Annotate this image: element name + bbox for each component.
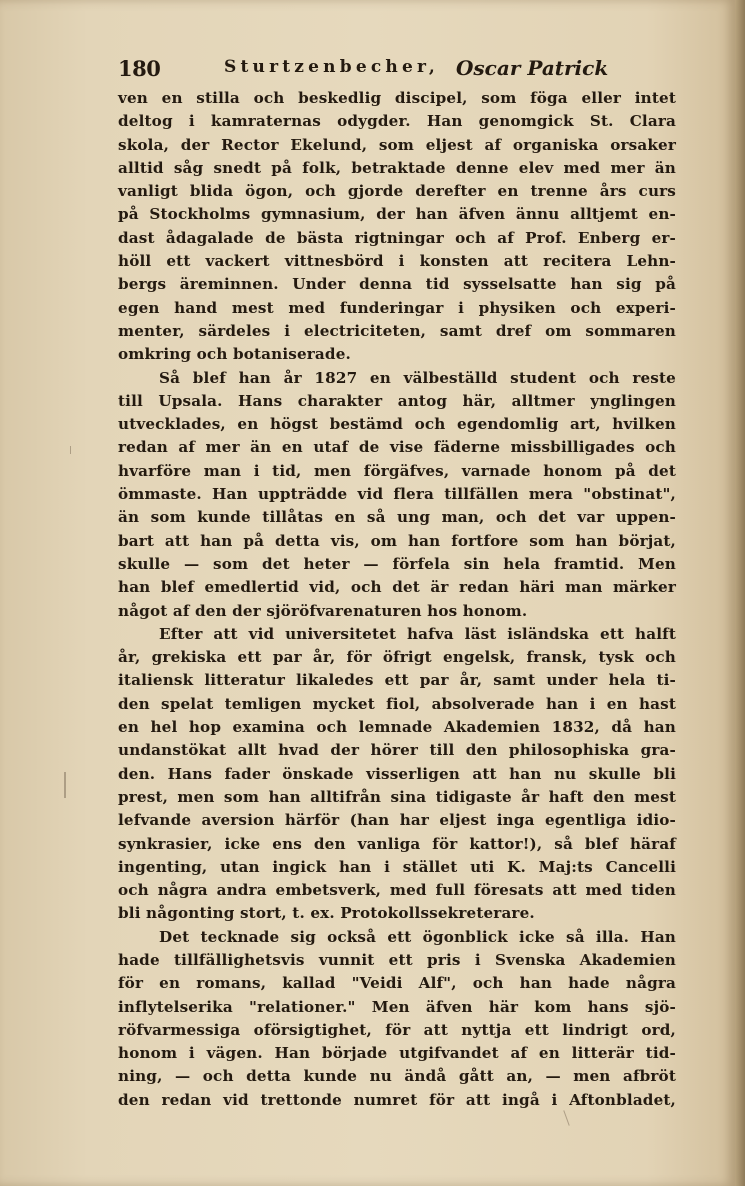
text-line: redan af mer än en utaf de vise fäderne missbilligades och — [118, 438, 676, 457]
pencil-mark — [64, 772, 66, 798]
text-line: bart att han på detta vis, om han fortfore som han börjat, — [118, 531, 676, 550]
text-line: bergs äreminnen. Under denna tid sysselsatte han sig på — [118, 275, 676, 294]
text-line: hade tillfällighetsvis vunnit ett pris i Svenska Akademien — [118, 950, 676, 969]
text-line: utvecklades, en högst bestämd och egendomlig art, hvilken — [118, 415, 676, 434]
pencil-mark — [70, 446, 71, 454]
text-line: italiensk litteratur likaledes ett par år, samt under hela ti- — [118, 671, 676, 690]
text-line: den. Hans fader önskade visserligen att han nu skulle bli — [118, 764, 676, 783]
text-line: skola, der Rector Ekelund, som eljest af organiska orsaker — [118, 135, 676, 154]
running-head-given-names: Oscar Patrick — [456, 56, 609, 80]
text-line: år, grekiska ett par år, för öfrigt engelsk, fransk, tysk och — [118, 648, 676, 667]
text-line: lefvande aversion härför (han har eljest inga egentliga idio- — [118, 811, 676, 830]
text-line: omkring och botaniserade. — [118, 345, 351, 364]
text-line: Det tecknade sig också ett ögonblick icke så illa. Han — [159, 927, 676, 946]
text-line: något af den der sjöröfvarenaturen hos honom. — [118, 601, 528, 620]
text-line: han blef emedlertid vid, och det är redan häri man märker — [118, 578, 676, 597]
text-line: menter, särdeles i electriciteten, samt dref om sommaren — [118, 321, 676, 340]
text-line: undanstökat allt hvad der hörer till den philosophiska gra- — [118, 741, 676, 760]
text-line: Så blef han år 1827 en välbeställd student och reste — [159, 368, 676, 387]
text-line: röfvarmessiga oförsigtighet, för att nyttja ett lindrigt ord, — [118, 1020, 676, 1039]
text-line: den spelat temligen mycket fiol, absolverade han i en hast — [118, 694, 676, 713]
page-number: 180 — [118, 56, 161, 81]
text-line: bli någonting stort, t. ex. Protokollssekreterare. — [118, 904, 535, 923]
text-line: Efter att vid universitetet hafva läst isländska ett halft — [159, 624, 676, 643]
text-line: en hel hop examina och lemnade Akademien 1832, då han — [118, 718, 676, 737]
body-text — [118, 87, 676, 1112]
page-header — [118, 56, 678, 82]
text-line: hvarföre man i tid, men förgäfves, varnade honom på det — [118, 461, 676, 480]
pencil-mark — [563, 1110, 569, 1125]
text-line: vanligt blida ögon, och gjorde derefter en trenne års curs — [118, 182, 676, 201]
text-line: för en romans, kallad "Veidi Alf", och han hade några — [118, 974, 676, 993]
text-line: ning, — och detta kunde nu ändå gått an, — men afbröt — [118, 1067, 676, 1086]
text-line: deltog i kamraternas odygder. Han genomgick St. Clara — [118, 112, 676, 131]
text-line: egen hand mest med funderingar i physiken och experi- — [118, 298, 676, 317]
page-edge — [735, 0, 745, 1186]
text-line: ingenting, utan ingick han i stället uti K. Maj:ts Cancelli — [118, 857, 676, 876]
text-line: prest, men som han alltifrån sina tidigaste år haft den mest — [118, 787, 676, 806]
text-line: på Stockholms gymnasium, der han äfven ännu alltjemt en- — [118, 205, 676, 224]
text-line: till Upsala. Hans charakter antog här, alltmer ynglingen — [118, 391, 676, 410]
text-line: ömmaste. Han uppträdde vid flera tillfällen mera "obstinat", — [118, 485, 676, 504]
text-line: synkrasier, icke ens den vanliga för kattor!), så blef häraf — [118, 834, 676, 853]
text-line: höll ett vackert vittnesbörd i konsten att recitera Lehn- — [118, 252, 676, 271]
text-line: inflytelserika "relationer." Men äfven här kom hans sjö- — [118, 997, 676, 1016]
text-line: dast ådagalade de bästa rigtningar och af Prof. Enberg er- — [118, 228, 676, 247]
text-line: och några andra embetsverk, med full föresats att med tiden — [118, 881, 676, 900]
text-line: ven en stilla och beskedlig discipel, som föga eller intet — [118, 89, 676, 107]
text-line: än som kunde tillåtas en så ung man, och det var uppen- — [118, 508, 676, 527]
text-line: honom i vägen. Han började utgifvandet af en litterär tid- — [118, 1044, 676, 1063]
text-line: den redan vid trettonde numret för att ingå i Aftonbladet, — [118, 1090, 676, 1109]
running-head-surname: Sturtzenbecher, — [224, 57, 439, 77]
text-line: alltid såg snedt på folk, betraktade denne elev med mer än — [118, 158, 676, 177]
text-line: skulle — som det heter — förfela sin hela framtid. Men — [118, 554, 676, 573]
